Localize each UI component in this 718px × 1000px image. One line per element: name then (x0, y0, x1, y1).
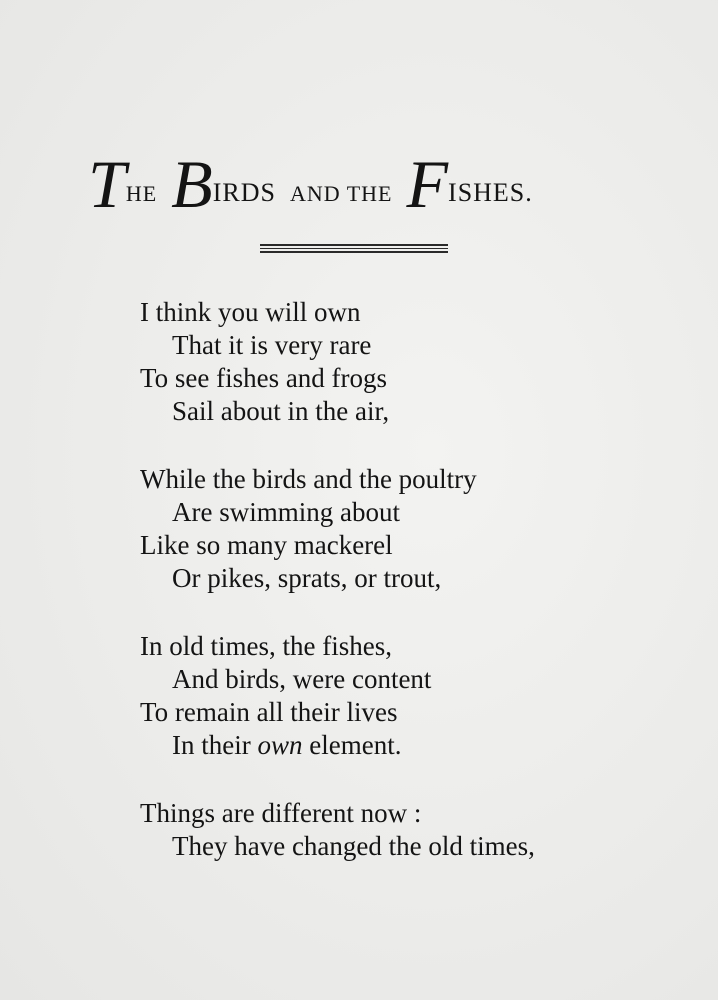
poem-line: Like so many mackerel (140, 530, 393, 560)
poem-line: Are swimming about (172, 497, 400, 527)
poem-line: While the birds and the poultry (140, 464, 477, 494)
title-initial-f: F (406, 146, 449, 222)
title-word-the: HE (125, 181, 158, 206)
poem-line: In old times, the fishes, (140, 631, 392, 661)
poem-line: They have changed the old times, (172, 831, 535, 861)
poem-line: Things are different now : (140, 798, 422, 828)
title-word-fishes: ISHES. (448, 178, 533, 207)
poem-line: To see fishes and frogs (140, 363, 388, 393)
title-word-and-the: AND THE (289, 181, 393, 206)
title-word-birds: IRDS (212, 178, 276, 207)
poem-line: To remain all their lives (140, 697, 398, 727)
poem-line: In their own element. (172, 730, 402, 760)
poem-line: Or pikes, sprats, or trout, (172, 563, 442, 593)
poem-line: Sail about in the air, (172, 396, 390, 426)
emphasized-word: own (257, 730, 303, 760)
poem-line: That it is very rare (172, 330, 372, 360)
poem-line: I think you will own (140, 297, 361, 327)
poem-line: And birds, were content (172, 664, 432, 694)
title-initial-t: T (88, 146, 126, 222)
poem-title (88, 146, 648, 222)
title-initial-b: B (171, 146, 213, 222)
title-divider-rule (260, 244, 448, 253)
